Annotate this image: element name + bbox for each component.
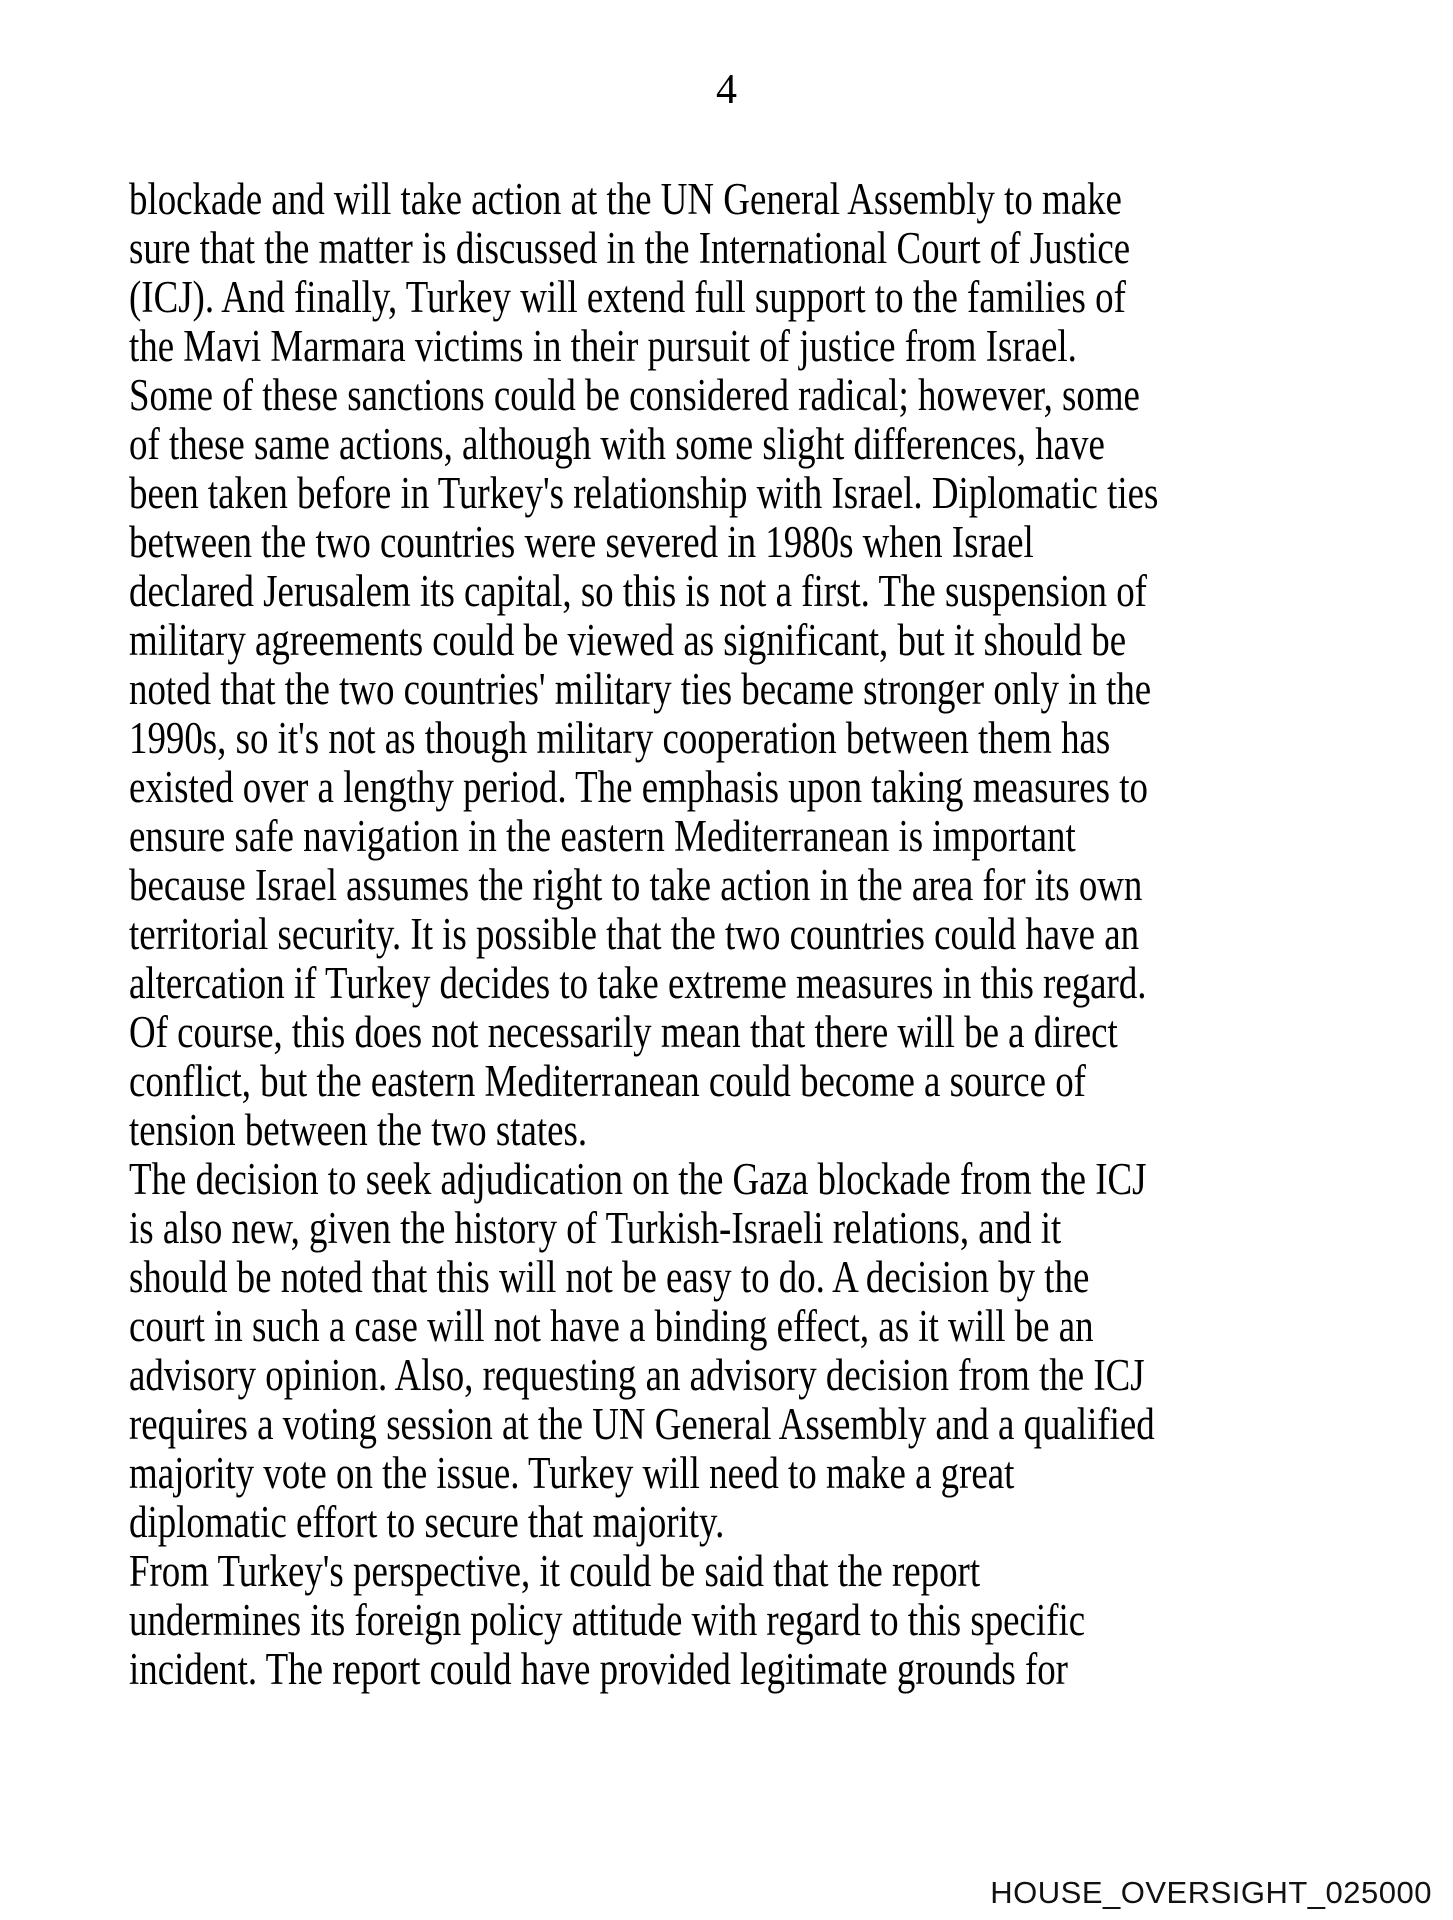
text-line: undermines its foreign policy attitude with regard to this specific [129,1595,1086,1645]
text-line: military agreements could be viewed as significant, but it should be [129,615,1127,665]
bates-stamp: HOUSE_OVERSIGHT_025000 [990,1875,1432,1910]
text-line: because Israel assumes the right to take action in the area for its own [129,860,1143,910]
text-line: majority vote on the issue. Turkey will need to make a great [129,1448,1015,1498]
text-line: diplomatic effort to secure that majority. [129,1497,725,1547]
text-line: declared Jerusalem its capital, so this is not a first. The suspension of [129,566,1147,616]
body-text [129,175,1409,1694]
text-line: advisory opinion. Also, requesting an advisory decision from the ICJ [129,1350,1145,1400]
text-line: sure that the matter is discussed in the International Court of Justice [129,223,1131,273]
text-line: court in such a case will not have a binding effect, as it will be an [129,1301,1094,1351]
text-line: is also new, given the history of Turkish-Israeli relations, and it [129,1203,1062,1253]
text-line: been taken before in Turkey's relationship with Israel. Diplomatic ties [129,468,1159,518]
text-line: territorial security. It is possible that the two countries could have an [129,909,1140,959]
text-line: tension between the two states. [129,1105,588,1155]
text-line: The decision to seek adjudication on the Gaza blockade from the ICJ [129,1154,1147,1204]
text-line: 1990s, so it's not as though military cooperation between them has [129,713,1111,763]
text-line: incident. The report could have provided legitimate grounds for [129,1644,1068,1694]
text-line: Of course, this does not necessarily mean that there will be a direct [129,1007,1118,1057]
text-line: noted that the two countries' military ties became stronger only in the [129,664,1152,714]
text-line: should be noted that this will not be easy to do. A decision by the [129,1252,1090,1302]
page-number: 4 [716,67,737,113]
text-line: blockade and will take action at the UN General Assembly to make [129,174,1122,224]
text-line: of these same actions, although with some slight differences, have [129,419,1105,469]
text-line: between the two countries were severed in 1980s when Israel [129,517,1034,567]
text-line: ensure safe navigation in the eastern Mediterranean is important [129,811,1076,861]
text-line: existed over a lengthy period. The emphasis upon taking measures to [129,762,1148,812]
text-line: From Turkey's perspective, it could be said that the report [129,1546,981,1596]
text-line: conflict, but the eastern Mediterranean could become a source of [129,1056,1086,1106]
text-line: altercation if Turkey decides to take extreme measures in this regard. [129,958,1147,1008]
text-line: (ICJ). And finally, Turkey will extend full support to the families of [129,272,1126,322]
text-line: requires a voting session at the UN General Assembly and a qualified [129,1399,1155,1449]
text-line: Some of these sanctions could be considered radical; however, some [129,370,1140,420]
text-line: the Mavi Marmara victims in their pursuit of justice from Israel. [129,321,1077,371]
